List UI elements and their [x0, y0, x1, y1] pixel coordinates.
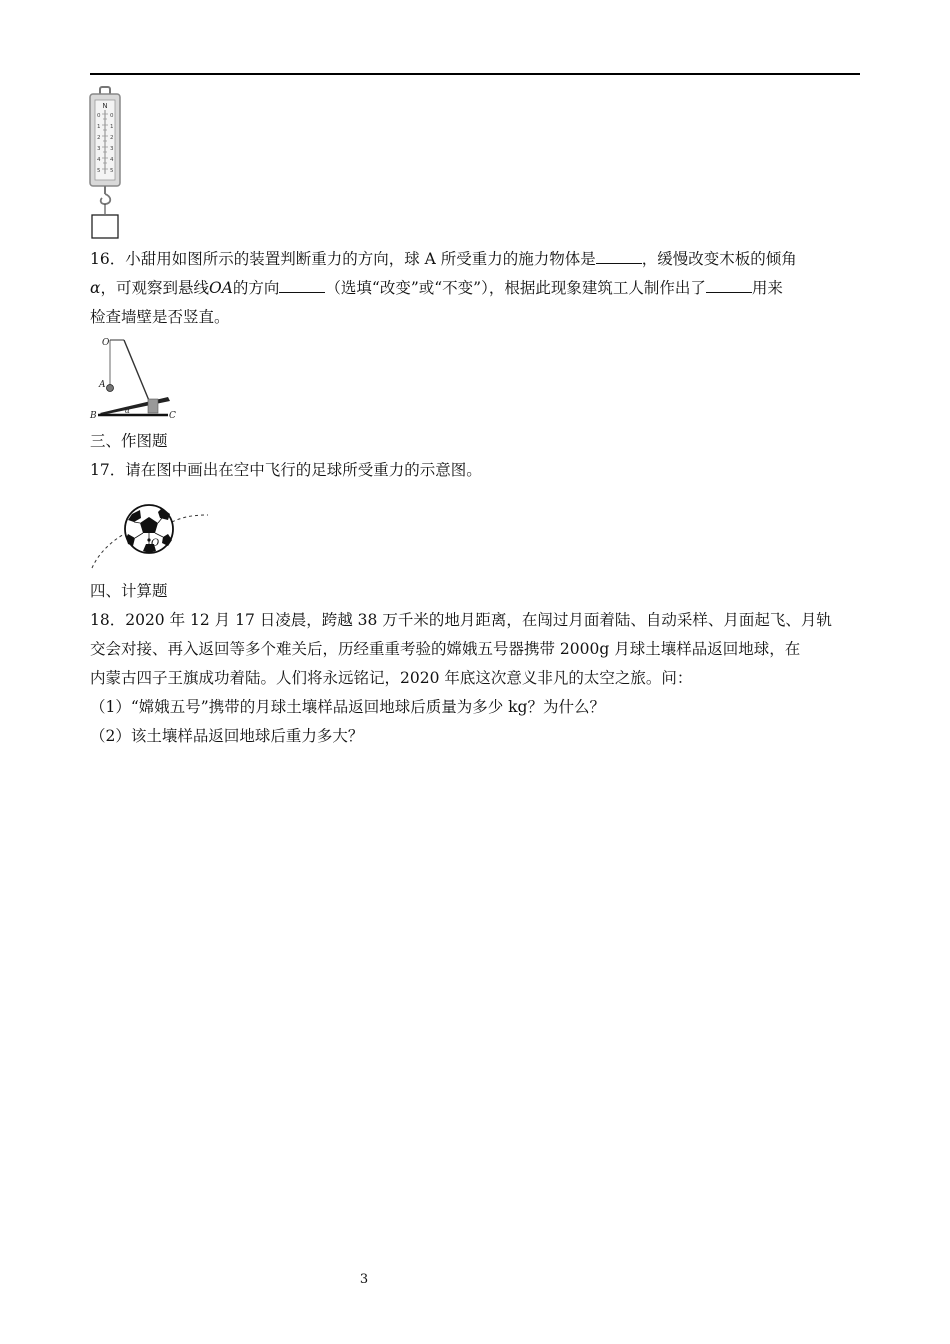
- scale-tick-label: 1: [97, 124, 101, 130]
- trajectory-before: [92, 532, 128, 568]
- scale-unit: N: [102, 102, 108, 110]
- scale-tick-label: 2: [110, 135, 114, 141]
- soccer-ball-figure: [88, 500, 212, 572]
- answer-blank[interactable]: [706, 278, 752, 293]
- scale-tick-label: 0: [97, 113, 101, 119]
- plumb-line-figure: [88, 335, 184, 421]
- scale-tick-label: 5: [97, 168, 101, 174]
- support-rod: [124, 340, 150, 403]
- label-c: C: [169, 411, 176, 421]
- q16-line-2: α，可观察到悬线OA的方向 （选填“改变”或“不变”），根据此现象建筑工人制作出了 用来: [90, 279, 783, 297]
- q17-text: 17．请在图中画出在空中飞行的足球所受重力的示意图。: [90, 461, 482, 479]
- trajectory-after: [172, 515, 208, 522]
- label-a: A: [99, 380, 106, 390]
- section-title-calculation: 四、计算题: [90, 582, 168, 600]
- q16-line-3: 检查墙壁是否竖直。: [90, 308, 230, 326]
- scale-tick-label: 4: [110, 157, 114, 163]
- scale-tick-label: 1: [110, 124, 114, 130]
- section-title-drawing: 三、作图题: [90, 432, 168, 450]
- scale-tick-label: 2: [97, 135, 101, 141]
- scale-tick-label: 3: [110, 146, 114, 152]
- q18-line-3: 内蒙古四子王旗成功着陆。人们将永远铭记，2020 年底这次意义非凡的太空之旅。问：: [90, 669, 693, 687]
- q18-sub-question-1: （1）“嫦娥五号”携带的月球土壤样品返回地球后质量为多少 kg？为什么？: [90, 698, 605, 716]
- board-support: [148, 399, 158, 413]
- answer-blank[interactable]: [279, 278, 325, 293]
- scale-tick-label: 5: [110, 168, 114, 174]
- answer-blank[interactable]: [596, 249, 642, 264]
- spring-scale-figure: [86, 86, 126, 242]
- scale-hook: [101, 194, 110, 204]
- page-number: 3: [359, 1272, 369, 1287]
- ball-a: [107, 385, 114, 392]
- q18-line-1: 18．2020 年 12 月 17 日凌晨，跨越 38 万千米的地月距离，在闯过月面着陆、自动采样、月面起飞、月轨: [90, 611, 832, 629]
- label-o: O: [151, 538, 160, 549]
- label-b: B: [90, 411, 97, 421]
- label-alpha: α: [125, 407, 130, 415]
- weight-block: [92, 215, 118, 238]
- q18-line-2: 交会对接、再入返回等多个难关后，历经重重考验的嫦娥五号器携带 2000g 月球土壤样品返回地球，在: [90, 640, 801, 658]
- q18-sub-question-2: （2）该土壤样品返回地球后重力多大？: [90, 727, 364, 745]
- header-rule: [90, 73, 860, 75]
- scale-tick-label: 3: [97, 146, 101, 152]
- scale-tick-label: 0: [110, 113, 114, 119]
- q16-line-1: 16．小甜用如图所示的装置判断重力的方向，球 A 所受重力的施力物体是 ，缓慢改变木板的倾角: [90, 250, 797, 268]
- scale-tick-label: 4: [97, 157, 101, 163]
- soccer-ball-icon: [125, 505, 173, 553]
- label-o: O: [102, 338, 110, 348]
- incline-board: [100, 397, 170, 415]
